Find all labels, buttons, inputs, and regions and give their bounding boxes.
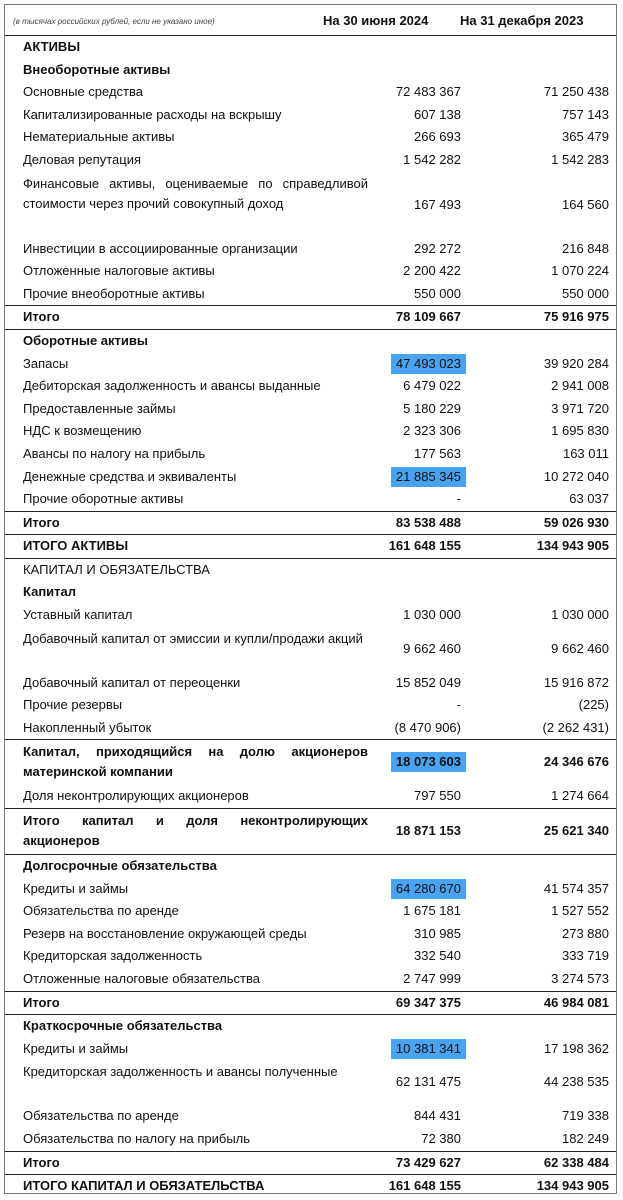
- row-label: Запасы: [23, 355, 69, 371]
- row-label: Итого: [23, 514, 60, 530]
- value-2024: 73 429 627: [395, 1154, 461, 1170]
- subsection-heading: [5, 854, 616, 878]
- subtotal-row: [5, 305, 616, 329]
- table-row: [5, 420, 616, 443]
- table-row: [5, 466, 616, 489]
- table-row: [5, 149, 616, 172]
- row-label: Накопленный убыток: [23, 719, 152, 735]
- value-2023: 216 848: [562, 240, 609, 256]
- table-row: [5, 604, 616, 627]
- row-label: Кредиторская задолженность: [23, 948, 203, 964]
- row-label: Инвестиции в ассоциированные организации: [23, 240, 298, 256]
- value-2023: 365 479: [562, 129, 609, 145]
- value-2024: 292 272: [414, 240, 461, 256]
- highlighted-value: 21 885 345: [391, 467, 466, 487]
- row-label: Обязательства по налогу на прибыль: [23, 1130, 251, 1146]
- table-row: [5, 878, 616, 901]
- value-2024: 607 138: [414, 106, 461, 122]
- row-label: Добавочный капитал от эмиссии и купли/продажи акций: [23, 630, 363, 646]
- value-2023: 333 719: [562, 948, 609, 964]
- row-label: Долгосрочные обязательства: [23, 858, 217, 874]
- value-2023: 1 542 283: [551, 151, 609, 167]
- table-row: [5, 260, 616, 283]
- value-2024: 72 380: [421, 1130, 461, 1146]
- table-row: [5, 1128, 616, 1151]
- table-row: [5, 785, 616, 808]
- row-label: Капитал, приходящийся на долю акционеров материнской компании: [23, 744, 368, 780]
- table-row: [5, 945, 616, 968]
- subtotal-row: [5, 991, 616, 1015]
- value-2023: 134 943 905: [536, 538, 609, 554]
- value-2023: (2 262 431): [542, 719, 609, 735]
- value-2023: 164 560: [562, 196, 609, 212]
- value-2023: 1 274 664: [551, 788, 609, 804]
- row-label: ИТОГО КАПИТАЛ И ОБЯЗАТЕЛЬСТВА: [23, 1178, 265, 1194]
- total-assets-row: [5, 534, 616, 558]
- row-label: ИТОГО АКТИВЫ: [23, 538, 129, 554]
- balance-sheet-page: [4, 4, 617, 1194]
- row-label: Кредиты и займы: [23, 1040, 129, 1056]
- subsection-heading: [5, 329, 616, 353]
- value-2024: 6 479 022: [403, 378, 461, 394]
- row-label: Авансы по налогу на прибыль: [23, 445, 206, 461]
- row-label: АКТИВЫ: [23, 39, 81, 54]
- section-heading: [5, 36, 616, 59]
- value-2024: 177 563: [414, 445, 461, 461]
- table-row: [5, 172, 616, 238]
- row-label: Резерв на восстановление окружающей среды: [23, 925, 307, 941]
- row-label: Обязательства по аренде: [23, 903, 179, 919]
- subsection-heading: [5, 581, 616, 604]
- value-2024: 15 852 049: [395, 674, 461, 690]
- table-row: [5, 694, 616, 717]
- table-row: [5, 1105, 616, 1128]
- row-label: КАПИТАЛ И ОБЯЗАТЕЛЬСТВА: [23, 561, 210, 577]
- value-2024: 161 648 155: [388, 538, 461, 554]
- highlighted-value: 64 280 670: [391, 879, 466, 899]
- highlighted-value: 47 493 023: [391, 354, 466, 374]
- table-row: [5, 126, 616, 149]
- value-2024: 844 431: [414, 1108, 461, 1124]
- value-2023: 17 198 362: [543, 1040, 609, 1056]
- table-row: [5, 1060, 616, 1105]
- row-label: НДС к возмещению: [23, 423, 142, 439]
- table-row: [5, 488, 616, 511]
- value-2023: 182 249: [562, 1130, 609, 1146]
- value-2023: 39 920 284: [543, 355, 609, 371]
- value-2024: 310 985: [414, 925, 461, 941]
- value-2023: 44 238 535: [543, 1074, 609, 1090]
- row-label: Итого: [23, 994, 60, 1010]
- value-2024: 167 493: [414, 196, 461, 212]
- row-label: Деловая репутация: [23, 151, 141, 167]
- value-2023: 75 916 975: [543, 309, 609, 325]
- value-2024: 62 131 475: [395, 1074, 461, 1090]
- row-label: Отложенные налоговые обязательства: [23, 971, 260, 986]
- value-2024: 69 347 375: [395, 994, 461, 1010]
- value-2024: -: [456, 697, 461, 713]
- row-label: Доля неконтролирующих акционеров: [23, 788, 249, 804]
- value-2023: (225): [578, 697, 609, 713]
- row-label: Отложенные налоговые активы: [23, 263, 215, 279]
- value-2023: 25 621 340: [543, 823, 609, 839]
- column-header-june-2024: На 30 июня 2024: [323, 13, 429, 28]
- value-2024: 78 109 667: [395, 309, 461, 325]
- value-2023: 3 971 720: [551, 400, 609, 416]
- value-2024: 72 483 367: [395, 84, 461, 100]
- total-equity-liabilities-row: [5, 1174, 616, 1198]
- table-row: [5, 900, 616, 923]
- value-2024: 266 693: [414, 129, 461, 145]
- subtotal-row: [5, 739, 616, 785]
- row-label: Уставный капитал: [23, 607, 133, 623]
- row-label: Добавочный капитал от переоценки: [23, 674, 241, 690]
- row-label: Прочие резервы: [23, 697, 123, 713]
- value-2024: 1 542 282: [403, 151, 461, 167]
- value-2024: -: [456, 491, 461, 507]
- value-2024: 9 662 460: [403, 640, 461, 656]
- value-2023: 163 011: [562, 445, 609, 461]
- table-row: [5, 353, 616, 376]
- value-2023: 1 527 552: [551, 903, 609, 919]
- row-label: Денежные средства и эквиваленты: [23, 468, 237, 484]
- value-2024: 332 540: [414, 948, 461, 964]
- value-2024: 550 000: [414, 285, 461, 301]
- subsection-heading: [5, 59, 616, 82]
- value-2023: 3 274 573: [551, 971, 609, 986]
- value-2023: 273 880: [562, 925, 609, 941]
- row-label: Капитализированные расходы на вскрышу: [23, 106, 282, 122]
- row-label: Предоставленные займы: [23, 400, 176, 416]
- value-2023: 9 662 460: [551, 640, 609, 656]
- row-label: Обязательства по аренде: [23, 1108, 179, 1124]
- highlighted-value: 18 073 603: [391, 752, 466, 772]
- table-row: [5, 923, 616, 946]
- value-2023: 41 574 357: [543, 880, 609, 896]
- table-row: [5, 104, 616, 127]
- units-note: (в тысячах российских рублей, если не указано иное): [13, 17, 215, 26]
- value-2024: 5 180 229: [403, 400, 461, 416]
- value-2024: 161 648 155: [388, 1178, 461, 1194]
- table-row: [5, 375, 616, 398]
- section-heading: [5, 558, 616, 582]
- subtotal-row: [5, 808, 616, 854]
- value-2023: 71 250 438: [543, 84, 609, 100]
- value-2024: 2 200 422: [403, 263, 461, 279]
- table-row: [5, 627, 616, 672]
- subtotal-row: [5, 511, 616, 535]
- value-2024: 83 538 488: [395, 514, 461, 530]
- row-label: Оборотные активы: [23, 332, 148, 348]
- value-2024: 1 675 181: [403, 903, 461, 919]
- column-header-december-2023: На 31 декабря 2023: [460, 13, 584, 28]
- highlighted-value: 10 381 341: [391, 1039, 466, 1059]
- table-row: [5, 672, 616, 695]
- row-label: Внеоборотные активы: [23, 61, 171, 77]
- value-2023: 62 338 484: [543, 1154, 609, 1170]
- value-2024: 18 871 153: [395, 823, 461, 839]
- table-row: [5, 398, 616, 421]
- row-label: Капитал: [23, 584, 77, 600]
- table-row: [5, 1038, 616, 1061]
- table-row: [5, 717, 616, 740]
- row-label: Итого капитал и доля неконтролирующих акционеров: [23, 813, 368, 849]
- row-label: Финансовые активы, оцениваемые по справедливой стоимости через прочий совокупный доход: [23, 175, 368, 211]
- value-2023: 2 941 008: [551, 378, 609, 394]
- row-label: Кредиторская задолженность и авансы полученные: [23, 1064, 338, 1080]
- subtotal-row: [5, 1151, 616, 1175]
- value-2023: 550 000: [562, 285, 609, 301]
- row-label: Краткосрочные обязательства: [23, 1018, 223, 1034]
- value-2023: 1 070 224: [551, 263, 609, 279]
- value-2023: 59 026 930: [543, 514, 609, 530]
- value-2023: 10 272 040: [543, 468, 609, 484]
- value-2024: 797 550: [414, 788, 461, 804]
- value-2023: 1 030 000: [551, 607, 609, 623]
- value-2023: 134 943 905: [536, 1178, 609, 1194]
- table-row: [5, 443, 616, 466]
- value-2024: 2 747 999: [403, 971, 461, 986]
- value-2023: 46 984 081: [543, 994, 609, 1010]
- value-2023: 15 916 872: [543, 674, 609, 690]
- value-2023: 719 338: [562, 1108, 609, 1124]
- row-label: Итого: [23, 309, 60, 325]
- table-row: [5, 238, 616, 261]
- value-2024: 2 323 306: [403, 423, 461, 439]
- subsection-heading: [5, 1014, 616, 1038]
- value-2023: 63 037: [569, 491, 609, 507]
- table-header: [5, 5, 616, 36]
- row-label: Дебиторская задолженность и авансы выданные: [23, 378, 321, 394]
- table-row: [5, 283, 616, 306]
- value-2024: 1 030 000: [403, 607, 461, 623]
- row-label: Основные средства: [23, 84, 143, 100]
- value-2023: 24 346 676: [543, 754, 609, 770]
- row-label: Прочие оборотные активы: [23, 491, 184, 507]
- value-2023: 757 143: [562, 106, 609, 122]
- row-label: Итого: [23, 1154, 60, 1170]
- row-label: Прочие внеоборотные активы: [23, 285, 205, 301]
- table-row: [5, 81, 616, 104]
- row-label: Нематериальные активы: [23, 129, 175, 145]
- table-row: [5, 968, 616, 991]
- value-2024: (8 470 906): [394, 719, 461, 735]
- value-2023: 1 695 830: [551, 423, 609, 439]
- row-label: Кредиты и займы: [23, 880, 129, 896]
